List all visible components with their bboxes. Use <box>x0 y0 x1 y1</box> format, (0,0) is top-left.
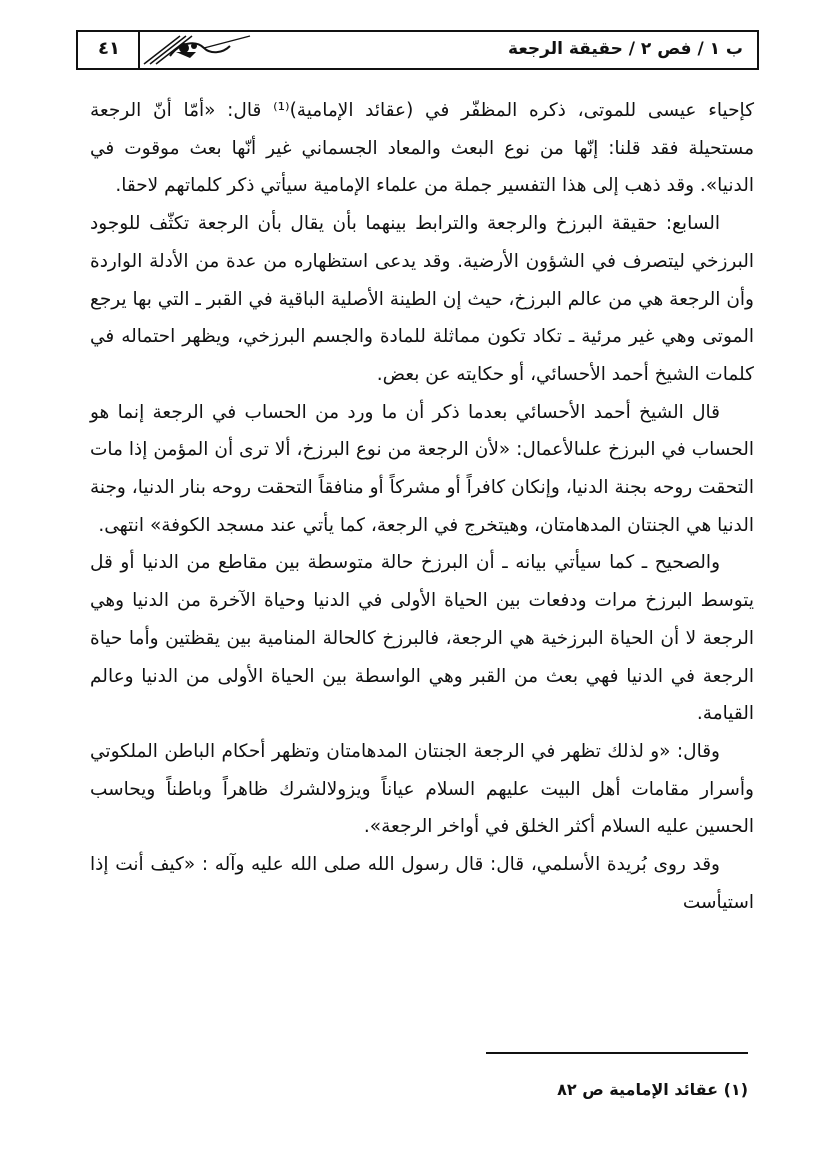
paragraph: وقال: «و لذلك تظهر في الرجعة الجنتان المدهامتان وتظهر أحكام الباطن الملكوتي وأسرار مقامات أهل البيت عليهم السلام عياناً ويزولالشرك ظاهراً وباطناً ويحاسب الحسين عليه السلام أكثر الخلق في أواخر الرجعة». <box>90 740 754 838</box>
paragraph: قال الشيخ أحمد الأحسائي بعدما ذكر أن ما ورد من الحساب في الرجعة إنما هو الحساب في البرزخ علىالأعمال: «لأن الرجعة من نوع البرزخ، ألا ترى أن المؤمن إذا مات التحقت روحه بجنة الدنيا، وإنكان كافراً أو مشركاً أو منافقاً التحقت روحه بنار الدنيا، وجنة الدنيا هي الجنتان المدهامتان، وهيتخرج في الرجعة، كما يأتي عند مسجد الكوفة» انتهى. <box>90 401 754 536</box>
header-ornament-icon <box>140 34 260 66</box>
page-number: ٤١ <box>98 38 120 59</box>
paragraph: والصحيح ـ كما سيأتي بيانه ـ أن البرزخ حالة متوسطة بين مقاطع من الدنيا أو قل يتوسط البرزخ مرات ودفعات بين الحياة الأولى في الدنيا وحياة الآخرة من الدنيا وهي الرجعة لا أن الحياة البرزخية هي الرجعة، فالبرزخ كالحالة المنامية بين يقظتين وأما حياة الرجعة في الدنيا فهي بعث من القبر وهي الواسطة بين الحياة الأولى من الدنيا وعالم القيامة. <box>90 552 754 725</box>
main-text <box>90 92 754 921</box>
paragraph: وقد روى بُريدة الأسلمي، قال: قال رسول الله صلى الله عليه وآله : «كيف أنت إذا استيأست <box>90 854 754 913</box>
running-header <box>76 30 759 70</box>
paragraph: السابع: حقيقة البرزخ والرجعة والترابط بينهما بأن يقال بأن الرجعة تكثّف للوجود البرزخي ليتصرف في الشؤون الأرضية. وقد يدعى استظهاره من عدة من الأدلة الواردة وأن الرجعة هي من عالم البرزخ، حيث إن الطينة الأصلية الباقية في القبر ـ التي بها يرجع الموتى وهي غير مرئية ـ تكاد تكون مماثلة للمادة والجسم البرزخي، ويظهر احتماله في كلمات الشيخ أحمد الأحسائي، أو حكايته عن بعض. <box>90 213 754 385</box>
chapter-title: ب ١ / فص ٢ / حقيقة الرجعة <box>508 39 743 59</box>
footnote: (١) عقائد الإمامية ص ٨٢ <box>557 1080 748 1099</box>
footnote-separator <box>486 1052 748 1054</box>
paragraph: كإحياء عيسى للموتى، ذكره المظفّر في (عقائد الإمامية)⁽¹⁾ قال: «أمّا أنّ الرجعة مستحيلة فقد قلنا: إنّها من نوع البعث والمعاد الجسماني غير أنّها بعث موقوت في الدنيا». وقد ذهب إلى هذا التفسير جملة من علماء الإمامية سيأتي ذكر كلماتهم لاحقا. <box>90 100 754 197</box>
